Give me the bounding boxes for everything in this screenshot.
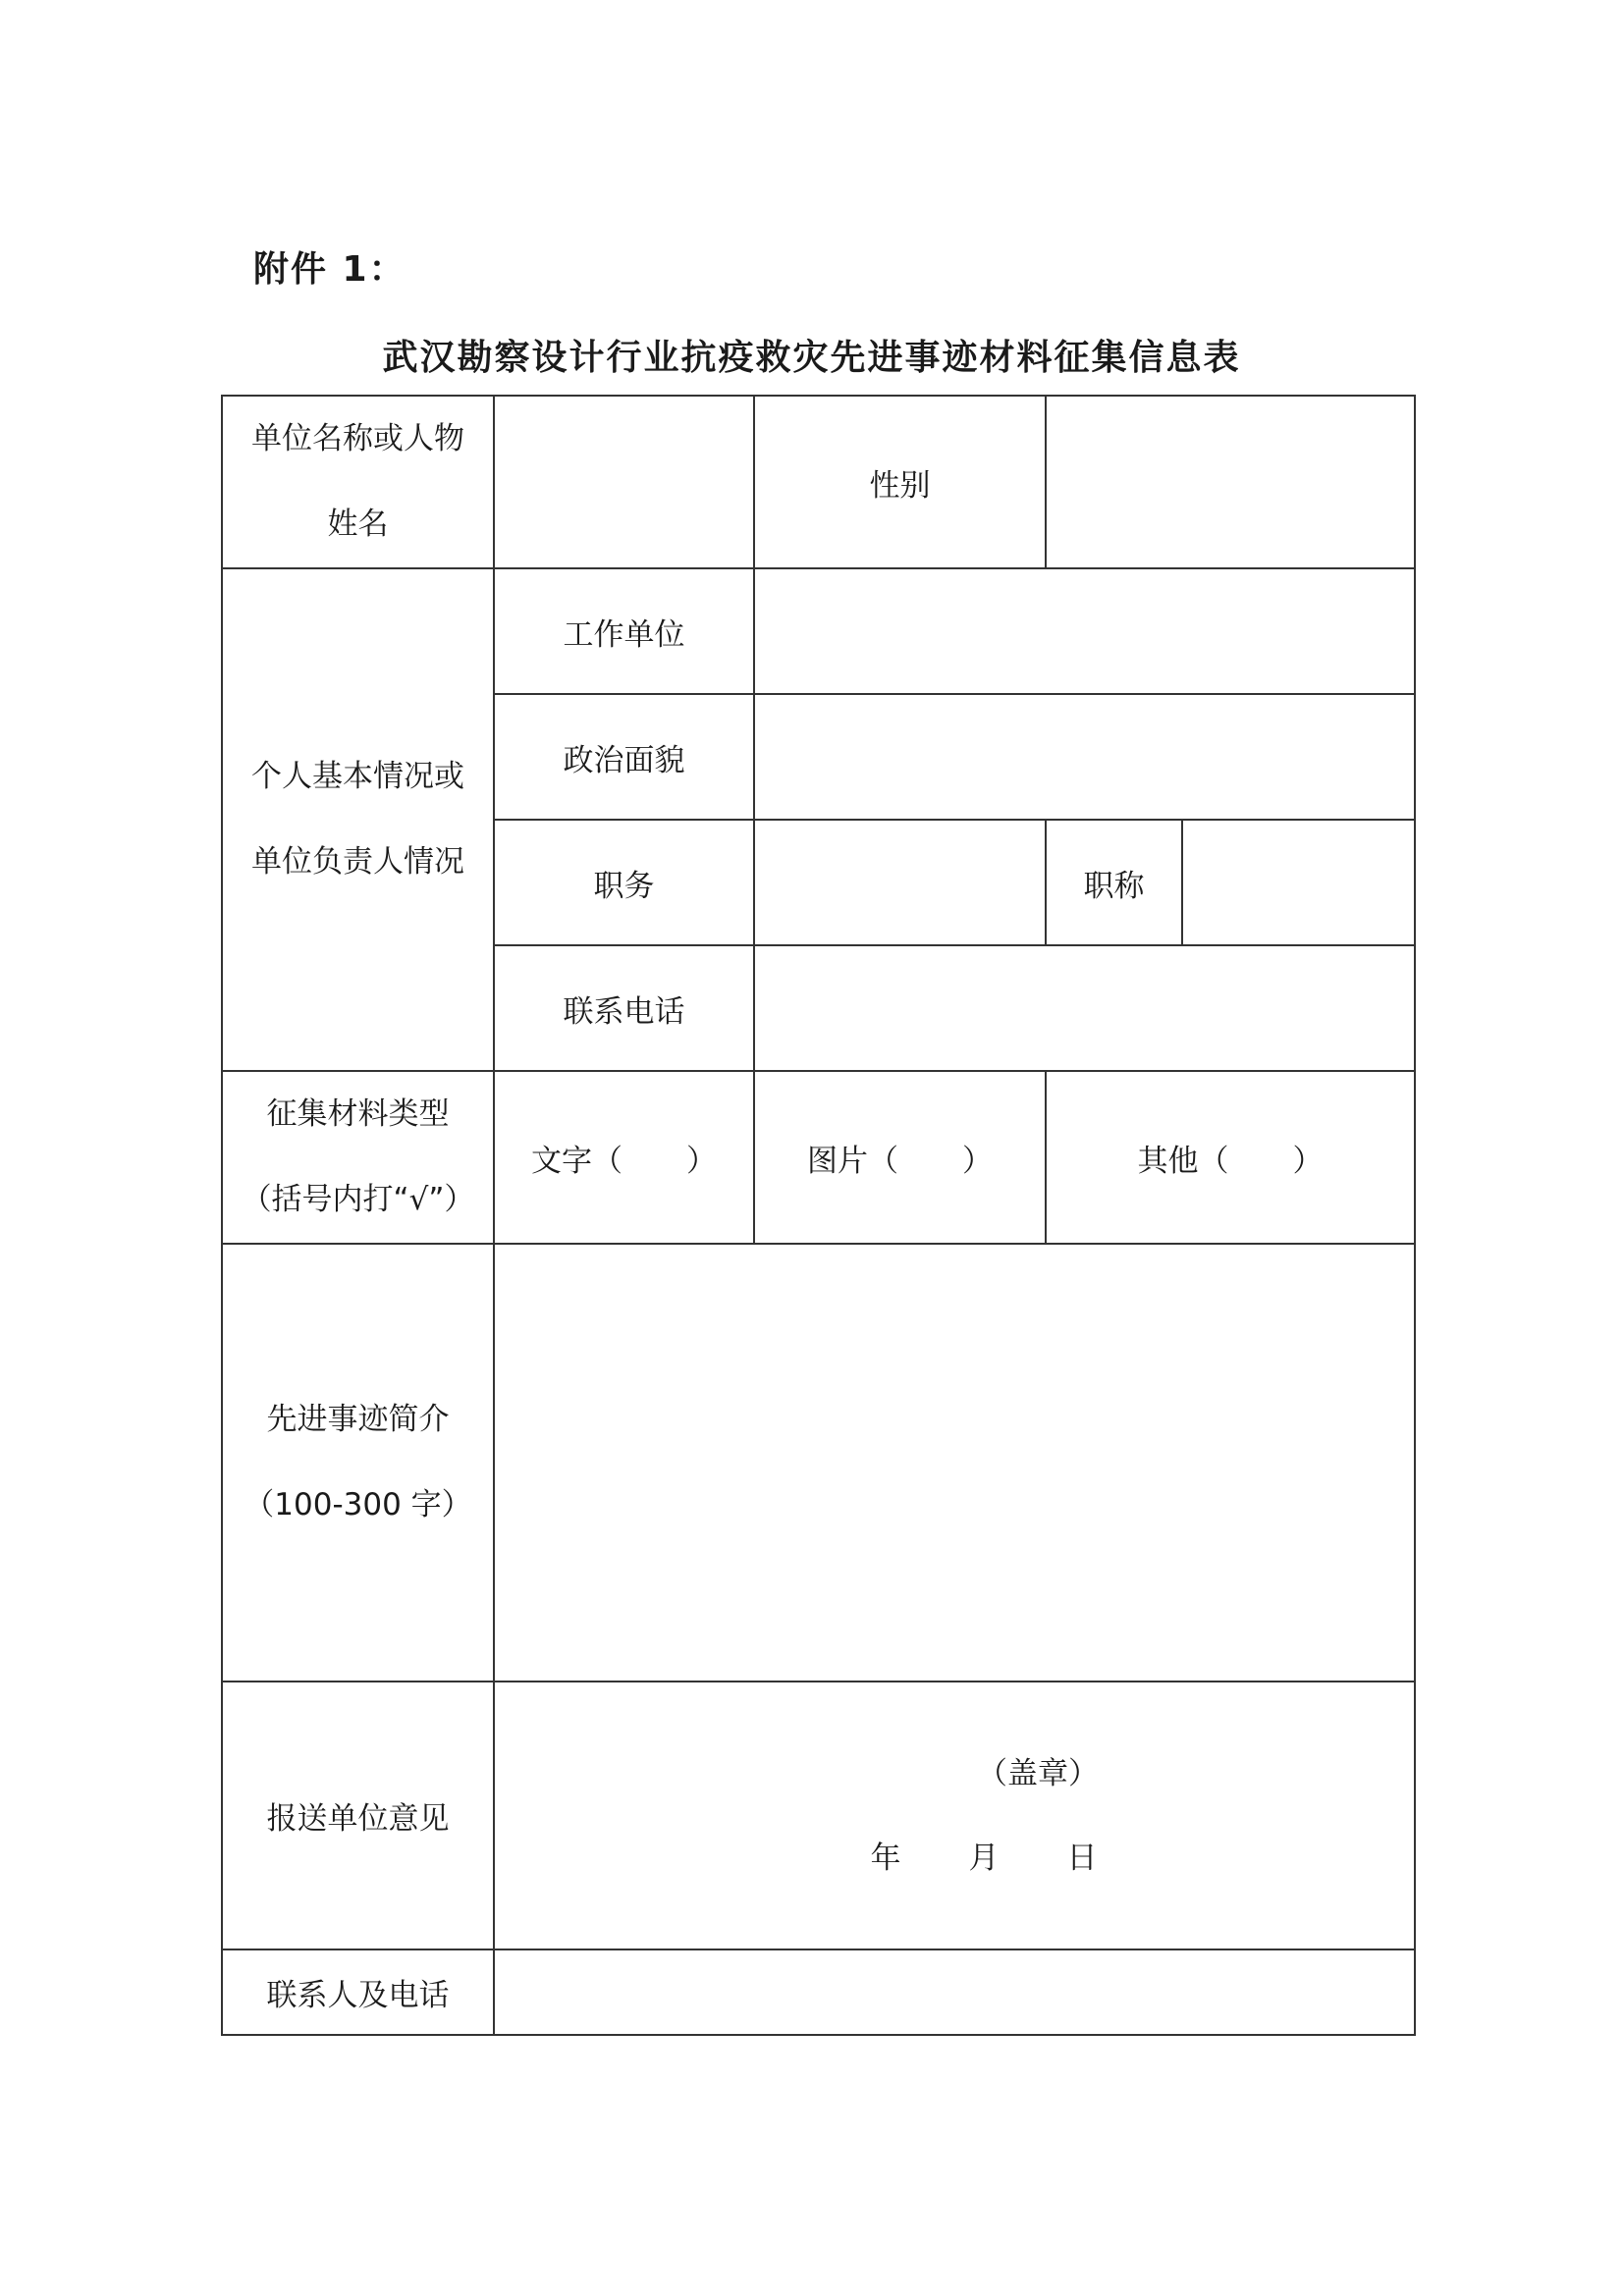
deeds-input-cell[interactable] <box>494 1244 1415 1682</box>
opinion-label: 报送单位意见 <box>222 1682 494 1949</box>
basic-label-line1: 个人基本情况或 <box>251 759 464 794</box>
deeds-label-cell <box>222 1244 494 1682</box>
day-text: 日 <box>1066 1840 1098 1876</box>
option-other-label: 其他（ <box>1137 1143 1229 1179</box>
title-rank-label: 职称 <box>1046 820 1182 945</box>
option-text-close: ） <box>686 1143 717 1179</box>
material-type-label-cell <box>222 1071 494 1244</box>
year-text: 年 <box>870 1840 901 1876</box>
option-image-cell[interactable] <box>754 1071 1046 1244</box>
seal-text: （盖章） <box>977 1755 1099 1791</box>
opinion-input-cell[interactable] <box>494 1682 1415 1949</box>
position-input-cell[interactable] <box>754 820 1046 945</box>
material-label-line1: 征集材料类型 <box>266 1096 450 1132</box>
material-label-line2: （括号内打“√”） <box>241 1182 475 1217</box>
gender-label: 性别 <box>754 396 1046 568</box>
name-label-line2: 姓名 <box>327 507 389 542</box>
basic-info-label-cell <box>222 568 494 1071</box>
name-label-cell <box>222 396 494 568</box>
name-label-line1: 单位名称或人物 <box>251 421 464 456</box>
political-status-label: 政治面貌 <box>494 694 754 820</box>
date-line <box>495 1816 1414 1900</box>
info-form-table <box>221 395 1416 2036</box>
option-image-close: ） <box>962 1143 993 1179</box>
contact-label: 联系人及电话 <box>222 1949 494 2035</box>
option-other-close: ） <box>1292 1143 1324 1179</box>
option-text-label: 文字（ <box>531 1143 622 1179</box>
contact-input-cell[interactable] <box>494 1949 1415 2035</box>
deeds-label-line1: 先进事迹简介 <box>266 1402 450 1437</box>
political-status-input-cell[interactable] <box>754 694 1415 820</box>
phone-label: 联系电话 <box>494 945 754 1071</box>
option-other-cell[interactable] <box>1046 1071 1415 1244</box>
position-label: 职务 <box>494 820 754 945</box>
basic-label-line2: 单位负责人情况 <box>251 844 464 880</box>
month-text: 月 <box>968 1840 1000 1876</box>
work-unit-label: 工作单位 <box>494 568 754 694</box>
attachment-label: 附件 1： <box>253 249 406 290</box>
option-image-label: 图片（ <box>807 1143 898 1179</box>
option-text-cell[interactable] <box>494 1071 754 1244</box>
work-unit-input-cell[interactable] <box>754 568 1415 694</box>
name-input-cell[interactable] <box>494 396 754 568</box>
form-title: 武汉勘察设计行业抗疫救灾先进事迹材料征集信息表 <box>382 338 1241 378</box>
gender-input-cell[interactable] <box>1046 396 1415 568</box>
phone-input-cell[interactable] <box>754 945 1415 1071</box>
title-rank-input-cell[interactable] <box>1182 820 1415 945</box>
deeds-label-line2: （100-300 字） <box>243 1487 472 1522</box>
